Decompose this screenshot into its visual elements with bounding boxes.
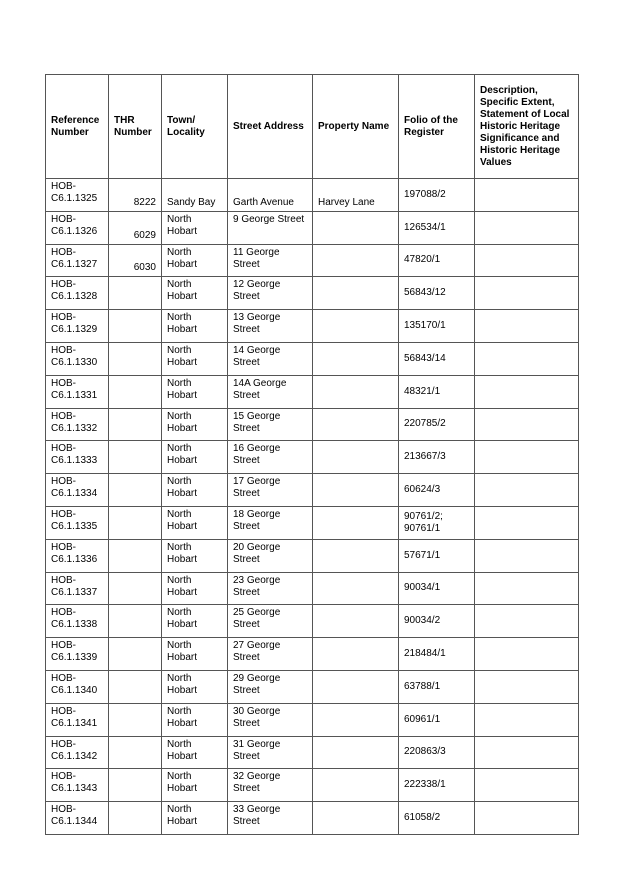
cell-thr-number: [109, 441, 162, 474]
cell-description: [475, 408, 579, 441]
cell-description: [475, 244, 579, 277]
cell-property-name: [313, 506, 399, 539]
table-row: [46, 375, 579, 408]
cell-thr-number: [109, 703, 162, 736]
cell-thr-number: [109, 277, 162, 310]
header-description: Description, Specific Extent, Statement of Local Historic Heritage Significance and Historic Heritage Values: [475, 75, 579, 179]
cell-street-address: 20 George Street: [228, 539, 313, 572]
cell-property-name: [313, 539, 399, 572]
cell-town-locality: North Hobart: [162, 244, 228, 277]
cell-town-locality: North Hobart: [162, 474, 228, 507]
cell-reference-number: HOB-C6.1.1329: [46, 310, 109, 343]
cell-description: [475, 638, 579, 671]
cell-reference-number: HOB-C6.1.1334: [46, 474, 109, 507]
cell-town-locality: North Hobart: [162, 211, 228, 244]
cell-folio: 47820/1: [399, 244, 475, 277]
cell-folio: 197088/2: [399, 179, 475, 212]
cell-property-name: [313, 802, 399, 835]
cell-property-name: [313, 769, 399, 802]
cell-property-name: [313, 638, 399, 671]
cell-description: [475, 277, 579, 310]
cell-thr-number: [109, 638, 162, 671]
cell-folio: 63788/1: [399, 670, 475, 703]
cell-street-address: 17 George Street: [228, 474, 313, 507]
cell-reference-number: HOB-C6.1.1332: [46, 408, 109, 441]
table-row: [46, 211, 579, 244]
table-row: [46, 474, 579, 507]
cell-town-locality: North Hobart: [162, 310, 228, 343]
cell-property-name: [313, 605, 399, 638]
cell-street-address: 16 George Street: [228, 441, 313, 474]
cell-reference-number: HOB-C6.1.1326: [46, 211, 109, 244]
cell-folio: 222338/1: [399, 769, 475, 802]
cell-thr-number: [109, 802, 162, 835]
cell-thr-number: [109, 506, 162, 539]
cell-thr-number: [109, 670, 162, 703]
cell-folio: 57671/1: [399, 539, 475, 572]
table-row: [46, 769, 579, 802]
table-row: [46, 736, 579, 769]
table-row: [46, 605, 579, 638]
cell-reference-number: HOB-C6.1.1328: [46, 277, 109, 310]
cell-reference-number: HOB-C6.1.1339: [46, 638, 109, 671]
cell-thr-number: [109, 375, 162, 408]
cell-property-name: [313, 572, 399, 605]
cell-folio: 60624/3: [399, 474, 475, 507]
cell-description: [475, 736, 579, 769]
table-row: [46, 670, 579, 703]
table-header: [46, 75, 579, 179]
cell-reference-number: HOB-C6.1.1344: [46, 802, 109, 835]
cell-description: [475, 342, 579, 375]
table-row: [46, 244, 579, 277]
cell-reference-number: HOB-C6.1.1336: [46, 539, 109, 572]
cell-street-address: 11 George Street: [228, 244, 313, 277]
cell-folio: 48321/1: [399, 375, 475, 408]
heritage-register-table: [45, 74, 579, 835]
cell-town-locality: North Hobart: [162, 703, 228, 736]
table-row: [46, 310, 579, 343]
header-thr-number: THR Number: [109, 75, 162, 179]
cell-street-address: 13 George Street: [228, 310, 313, 343]
cell-property-name: [313, 310, 399, 343]
header-row: [46, 75, 579, 179]
cell-description: [475, 670, 579, 703]
cell-property-name: [313, 736, 399, 769]
cell-street-address: 15 George Street: [228, 408, 313, 441]
cell-street-address: 18 George Street: [228, 506, 313, 539]
cell-street-address: Garth Avenue: [228, 179, 313, 212]
cell-property-name: [313, 441, 399, 474]
cell-folio: 213667/3: [399, 441, 475, 474]
cell-street-address: 14 George Street: [228, 342, 313, 375]
cell-folio: 61058/2: [399, 802, 475, 835]
cell-reference-number: HOB-C6.1.1333: [46, 441, 109, 474]
table-row: [46, 441, 579, 474]
table-row: [46, 277, 579, 310]
cell-property-name: [313, 670, 399, 703]
cell-description: [475, 605, 579, 638]
cell-street-address: 25 George Street: [228, 605, 313, 638]
header-property-name: Property Name: [313, 75, 399, 179]
cell-town-locality: North Hobart: [162, 670, 228, 703]
cell-reference-number: HOB-C6.1.1341: [46, 703, 109, 736]
cell-street-address: 12 George Street: [228, 277, 313, 310]
cell-property-name: [313, 408, 399, 441]
cell-property-name: Harvey Lane: [313, 179, 399, 212]
table-row: [46, 408, 579, 441]
cell-folio: 60961/1: [399, 703, 475, 736]
cell-folio: 90761/2; 90761/1: [399, 506, 475, 539]
cell-description: [475, 474, 579, 507]
cell-folio: 56843/14: [399, 342, 475, 375]
cell-reference-number: HOB-C6.1.1327: [46, 244, 109, 277]
cell-description: [475, 802, 579, 835]
cell-thr-number: [109, 310, 162, 343]
cell-thr-number: 6030: [109, 244, 162, 277]
cell-town-locality: North Hobart: [162, 408, 228, 441]
cell-folio: 56843/12: [399, 277, 475, 310]
cell-description: [475, 441, 579, 474]
cell-description: [475, 310, 579, 343]
cell-folio: 220785/2: [399, 408, 475, 441]
cell-street-address: 32 George Street: [228, 769, 313, 802]
cell-town-locality: North Hobart: [162, 605, 228, 638]
cell-description: [475, 179, 579, 212]
cell-folio: 126534/1: [399, 211, 475, 244]
cell-street-address: 30 George Street: [228, 703, 313, 736]
cell-property-name: [313, 474, 399, 507]
cell-thr-number: [109, 605, 162, 638]
table-row: [46, 638, 579, 671]
table-row: [46, 703, 579, 736]
cell-description: [475, 375, 579, 408]
cell-folio: 90034/1: [399, 572, 475, 605]
table-row: [46, 342, 579, 375]
cell-town-locality: North Hobart: [162, 441, 228, 474]
cell-town-locality: North Hobart: [162, 539, 228, 572]
cell-folio: 90034/2: [399, 605, 475, 638]
cell-thr-number: 8222: [109, 179, 162, 212]
cell-thr-number: [109, 572, 162, 605]
cell-street-address: 23 George Street: [228, 572, 313, 605]
header-town-locality: Town/ Locality: [162, 75, 228, 179]
cell-thr-number: [109, 539, 162, 572]
cell-town-locality: North Hobart: [162, 802, 228, 835]
cell-reference-number: HOB-C6.1.1342: [46, 736, 109, 769]
cell-town-locality: North Hobart: [162, 375, 228, 408]
table-row: [46, 179, 579, 212]
header-reference-number: Reference Number: [46, 75, 109, 179]
cell-property-name: [313, 277, 399, 310]
cell-folio: 135170/1: [399, 310, 475, 343]
cell-town-locality: North Hobart: [162, 342, 228, 375]
cell-reference-number: HOB-C6.1.1340: [46, 670, 109, 703]
cell-street-address: 14A George Street: [228, 375, 313, 408]
table-row: [46, 572, 579, 605]
cell-thr-number: [109, 474, 162, 507]
cell-reference-number: HOB-C6.1.1338: [46, 605, 109, 638]
cell-street-address: 31 George Street: [228, 736, 313, 769]
cell-town-locality: North Hobart: [162, 736, 228, 769]
cell-town-locality: North Hobart: [162, 506, 228, 539]
cell-reference-number: HOB-C6.1.1330: [46, 342, 109, 375]
cell-town-locality: Sandy Bay: [162, 179, 228, 212]
cell-property-name: [313, 703, 399, 736]
table-row: [46, 802, 579, 835]
header-street-address: Street Address: [228, 75, 313, 179]
cell-town-locality: North Hobart: [162, 572, 228, 605]
cell-description: [475, 211, 579, 244]
cell-property-name: [313, 211, 399, 244]
cell-reference-number: HOB-C6.1.1337: [46, 572, 109, 605]
cell-thr-number: [109, 342, 162, 375]
cell-folio: 218484/1: [399, 638, 475, 671]
table-row: [46, 506, 579, 539]
cell-reference-number: HOB-C6.1.1335: [46, 506, 109, 539]
cell-street-address: 33 George Street: [228, 802, 313, 835]
cell-description: [475, 539, 579, 572]
cell-folio: 220863/3: [399, 736, 475, 769]
cell-thr-number: 6029: [109, 211, 162, 244]
cell-reference-number: HOB-C6.1.1343: [46, 769, 109, 802]
cell-description: [475, 769, 579, 802]
cell-town-locality: North Hobart: [162, 277, 228, 310]
cell-street-address: 29 George Street: [228, 670, 313, 703]
table-row: [46, 539, 579, 572]
header-folio: Folio of the Register: [399, 75, 475, 179]
cell-reference-number: HOB-C6.1.1325: [46, 179, 109, 212]
cell-town-locality: North Hobart: [162, 769, 228, 802]
cell-property-name: [313, 244, 399, 277]
cell-property-name: [313, 342, 399, 375]
cell-town-locality: North Hobart: [162, 638, 228, 671]
cell-description: [475, 572, 579, 605]
cell-property-name: [313, 375, 399, 408]
table-body: [46, 179, 579, 835]
cell-street-address: 27 George Street: [228, 638, 313, 671]
cell-description: [475, 703, 579, 736]
cell-thr-number: [109, 736, 162, 769]
cell-reference-number: HOB-C6.1.1331: [46, 375, 109, 408]
cell-thr-number: [109, 769, 162, 802]
cell-description: [475, 506, 579, 539]
cell-street-address: 9 George Street: [228, 211, 313, 244]
cell-thr-number: [109, 408, 162, 441]
